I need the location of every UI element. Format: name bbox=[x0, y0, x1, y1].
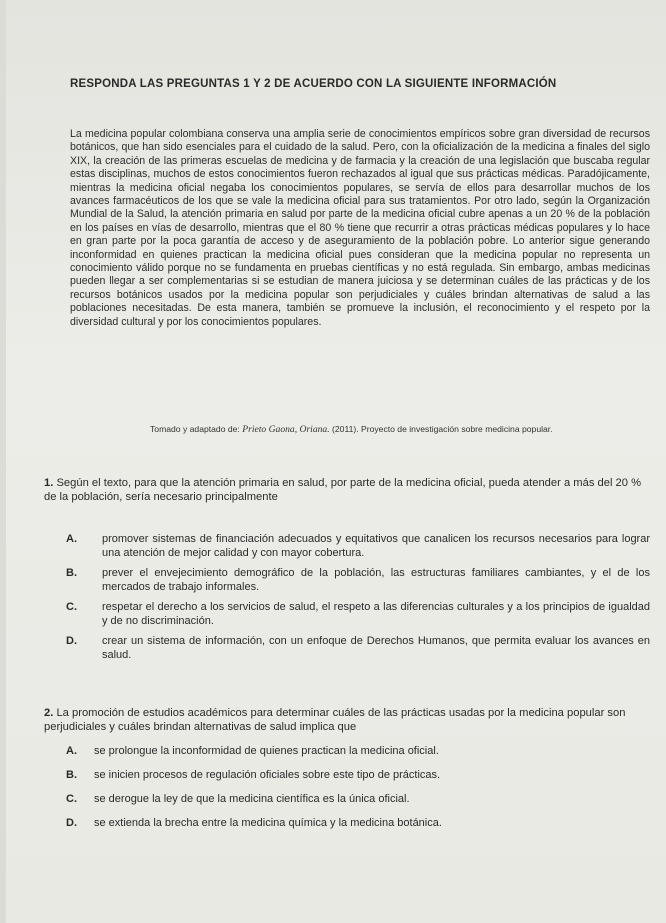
option-1c[interactable] bbox=[66, 600, 650, 628]
option-letter: A. bbox=[66, 745, 77, 757]
option-text: respetar el derecho a los servicios de salud, el respeto a las diferencias culturales y a los principios de igualdad y de no discriminación. bbox=[102, 601, 650, 627]
question-text: Según el texto, para que la atención primaria en salud, por parte de la medicina oficial, pueda atender a más del 20 % de la población, sería necesario principalmente bbox=[44, 477, 642, 503]
question-2 bbox=[44, 706, 648, 734]
option-letter: D. bbox=[66, 817, 77, 829]
option-text: prever el envejecimiento demográfico de la población, las estructuras familiares cambiantes, y el de los mercados de trabajo informales. bbox=[102, 567, 650, 593]
option-text: crear un sistema de información, con un enfoque de Derechos Humanos, que permita evaluar los avances en salud. bbox=[102, 635, 650, 661]
question-number: 2. bbox=[44, 707, 54, 719]
option-letter: A. bbox=[66, 533, 77, 545]
option-text: se inicien procesos de regulación oficiales sobre este tipo de prácticas. bbox=[94, 769, 441, 781]
option-text: se extienda la brecha entre la medicina química y la medicina botánica. bbox=[94, 817, 442, 829]
source-author: Prieto Gaona, Oriana. bbox=[242, 424, 330, 435]
question-1 bbox=[44, 476, 648, 504]
source-prefix: Tomado y adaptado de: bbox=[150, 424, 243, 434]
option-text: promover sistemas de financiación adecuados y equitativos que canalicen los recursos necesarios para lograr una atención de mejor calidad y con mayor cobertura. bbox=[102, 533, 650, 559]
option-1b[interactable] bbox=[66, 566, 650, 594]
source-rest: (2011). Proyecto de investigación sobre medicina popular. bbox=[329, 424, 553, 434]
option-letter: C. bbox=[66, 793, 77, 805]
source-citation bbox=[150, 424, 655, 435]
option-2a[interactable] bbox=[66, 744, 650, 758]
option-2b[interactable] bbox=[66, 768, 650, 782]
question-text: La promoción de estudios académicos para determinar cuáles de las prácticas usadas por la medicina popular son perjudiciales y cuáles brindan alternativas de salud implica que bbox=[44, 707, 626, 733]
option-text: se derogue la ley de que la medicina científica es la única oficial. bbox=[94, 793, 410, 805]
option-letter: D. bbox=[66, 635, 77, 647]
option-letter: C. bbox=[66, 601, 77, 613]
option-1a[interactable] bbox=[66, 532, 650, 560]
option-letter: B. bbox=[66, 769, 77, 781]
option-2d[interactable] bbox=[66, 816, 650, 830]
reading-passage: La medicina popular colombiana conserva una amplia serie de conocimientos empíricos sobre gran diversidad de recursos botánicos, que han sido esenciales para el cuidado de la salud. Pero, con la oficialización de la medicina a finales del siglo XIX, la creación de las primeras escuelas de medicina y de farmacia y la creación de una legislación que buscaba regular estas disciplinas, muchos de estos conocimientos fueron rechazados al igual que sus prácticas médicas. Paradójicamente, mientras la medicina oficial negaba los conocimientos populares, se servía de ellos para desarrollar muchos de los avances farmacéuticos de los que se vale la medicina oficial para sus tratamientos. Por otro lado, según la Organización Mundial de la Salud, la atención primaria en salud por parte de la medicina oficial cubre apenas a un 20 % de la población en los países en vías de desarrollo, mientras que el 80 % tiene que recurrir a otras prácticas médicas populares y lo hace en gran parte por la poca garantía de acceso y de aseguramiento de la población pobre. Lo anterior sigue generando inconformidad en quienes practican la medicina oficial pues consideran que la medicina popular no representa un conocimiento válido porque no se fundamenta en pruebas científicas y no está regulada. Sin embargo, ambas medicinas pueden llegar a ser complementarias si se estudian de manera juiciosa y se determinan cuáles de las prácticas y de los recursos botánicos usados por la medicina popular son perjudiciales y cuáles brindan alternativas de salud a las poblaciones necesitadas. De esta manera, también se promueve la inclusión, el reconocimiento y el respeto por la diversidad cultural y por los conocimientos populares. bbox=[70, 128, 650, 328]
section-heading: RESPONDA LAS PREGUNTAS 1 Y 2 DE ACUERDO CON LA SIGUIENTE INFORMACIÓN bbox=[70, 78, 557, 90]
option-1d[interactable] bbox=[66, 634, 650, 662]
question-number: 1. bbox=[44, 477, 54, 489]
option-letter: B. bbox=[66, 567, 77, 579]
option-2c[interactable] bbox=[66, 792, 650, 806]
option-text: se prolongue la inconformidad de quienes practican la medicina oficial. bbox=[94, 745, 439, 757]
